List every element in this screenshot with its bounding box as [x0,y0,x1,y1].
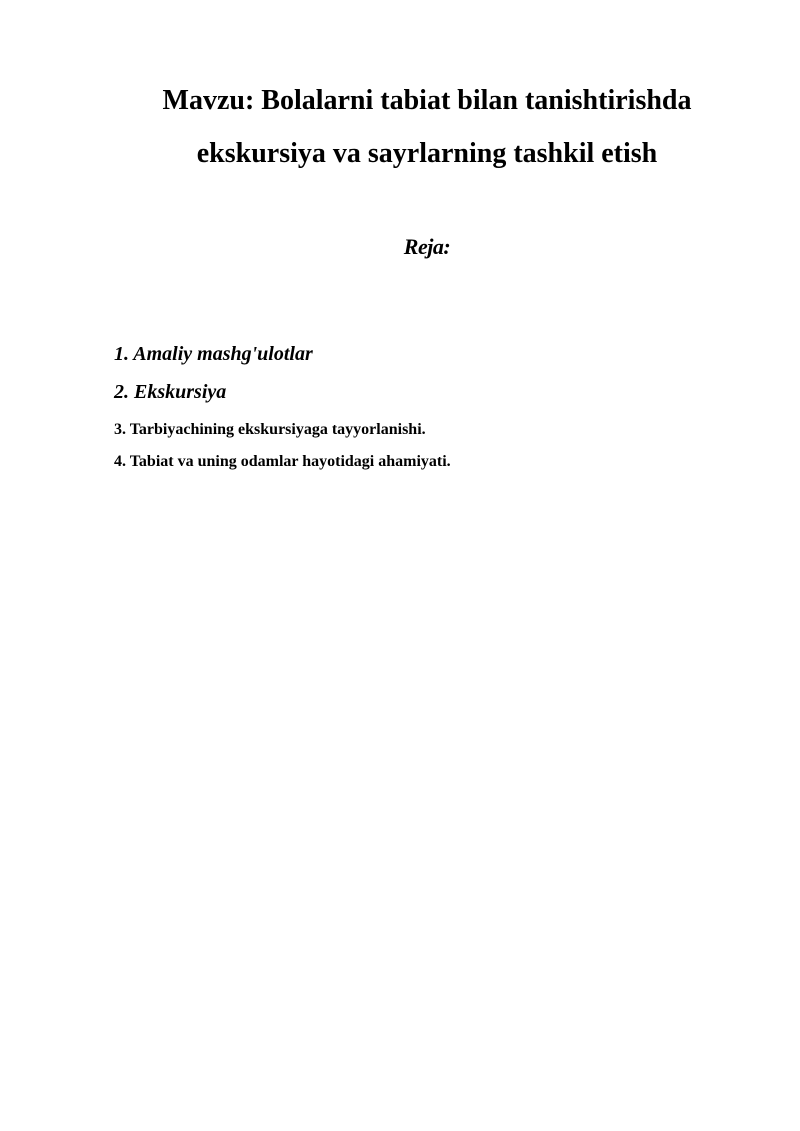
plan-item-3: 3. Tarbiyachining ekskursiyaga tayyorlanishi. [114,421,426,438]
plan-list [114,341,451,483]
plan-item-4: 4. Tabiat va uning odamlar hayotidagi ahamiyati. [114,453,451,470]
plan-item-1: 1. Amaliy mashg'ulotlar [114,343,313,365]
document-title: Mavzu: Bolalarni tabiat bilan tanishtirishda ekskursiya va sayrlarning tashkil etish [162,85,692,169]
plan-heading: Reja: [403,234,451,259]
plan-item-2: 2. Ekskursiya [114,381,227,403]
